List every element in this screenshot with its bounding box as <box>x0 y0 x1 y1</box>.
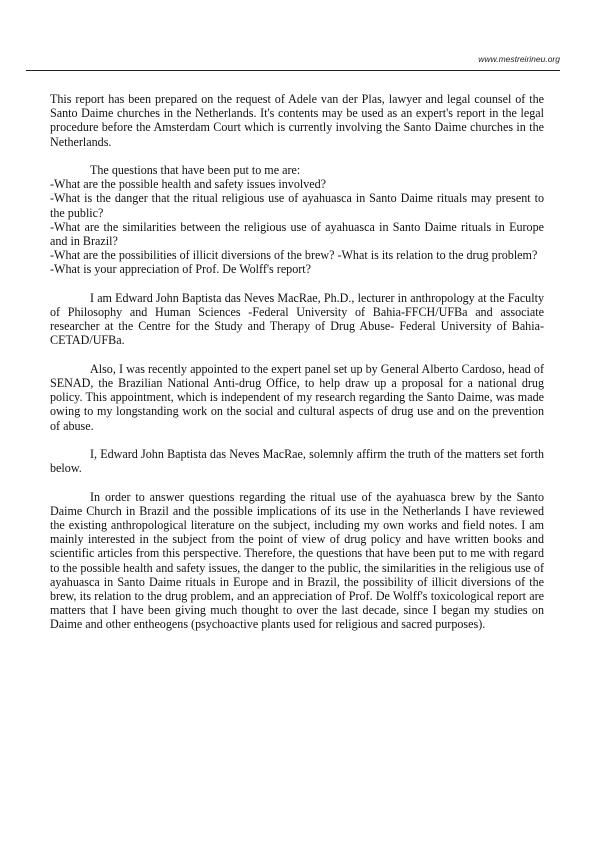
paragraph-methodology: In order to answer questions regarding the ritual use of the ayahuasca brew by the Santo Daime Church in Brazil and the possible implications of its use in the Netherlands I have reviewed the existing anthropological literature on the subject, including my own works and field notes. I am mainly interested in the subject from the point of view of drug policy and have written books and scientific articles from this perspective. Therefore, the questions that have been put to me with regard to the possible health and safety issues, the danger to the public, the similarities in the religious use of ayahuasca in Santo Daime rituals in Europe and in Brazil, the possibility of illicit diversions of the brew, its relation to the drug problem, and an appreciation of Prof. De Wolff's toxicological report are matters that I have been giving much thought to over the last decade, since I began my studies on Daime and other entheogens (psychoactive plants used for religious and sacred purposes). <box>50 489 544 632</box>
paragraph-purpose: This report has been prepared on the request of Adele van der Plas, lawyer and legal counsel of the Santo Daime churches in the Netherlands. It's contents may be used as an expert's report in the legal procedure before the Amsterdam Court which is currently involving the Santo Daime churches in the Netherlands. <box>50 92 544 149</box>
header-url[interactable]: www.mestreirineu.org <box>478 54 560 64</box>
paragraph-affirmation: I, Edward John Baptista das Neves MacRae, solemnly affirm the truth of the matters set forth below. <box>50 447 544 476</box>
document-body <box>50 92 544 646</box>
question-item: -What are the possibilities of illicit diversions of the brew? -What is its relation to the drug problem? <box>50 248 538 263</box>
question-item: -What is your appreciation of Prof. De Wolff's report? <box>50 262 312 277</box>
page-header <box>26 52 560 71</box>
paragraph-credentials: I am Edward John Baptista das Neves MacRae, Ph.D., lecturer in anthropology at the Faculty of Philosophy and Human Sciences -Federal University of Bahia-FFCH/UFBa and associate researcher at the Centre for the Study and Therapy of Drug Abuse- Federal University of Bahia-CETAD/UFBa. <box>50 290 544 348</box>
questions-list <box>50 177 544 276</box>
question-item: -What are the similarities between the religious use of ayahuasca in Santo Daime rituals in Europe and in Brazil? <box>50 219 544 249</box>
paragraph-appointment: Also, I was recently appointed to the expert panel set up by General Alberto Cardoso, head of SENAD, the Brazilian National Anti-drug Office, to help draw up a proposal for a national drug policy. This appointment, which is independent of my research regarding the Santo Daime, was made owing to my longstanding work on the social and cultural aspects of drug use and on the prevention of abuse. <box>50 361 544 433</box>
questions-intro: The questions that have been put to me are: <box>90 163 301 177</box>
question-item: -What is the danger that the ritual religious use of ayahuasca in Santo Daime rituals may present to the public? <box>50 191 544 220</box>
question-item: -What are the possible health and safety issues involved? <box>50 177 327 192</box>
